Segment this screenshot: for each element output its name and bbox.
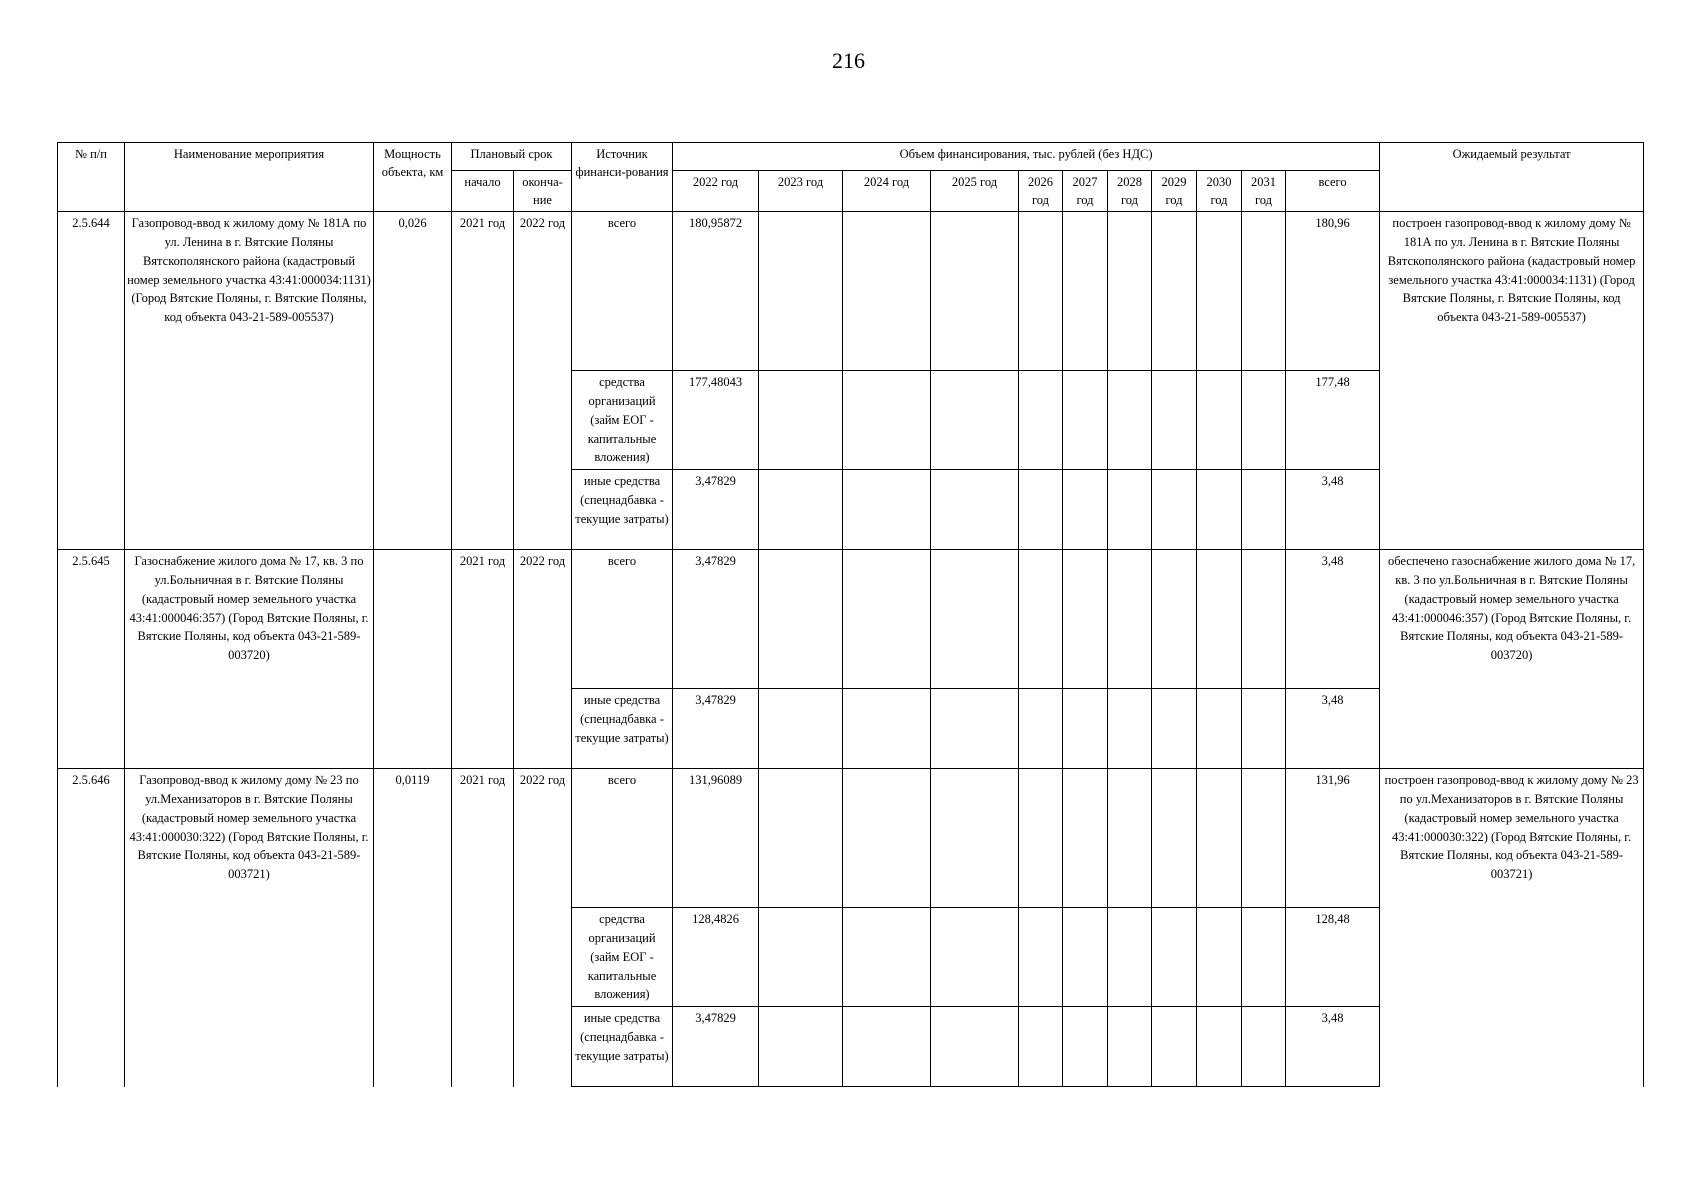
record-start: 2021 год (452, 769, 514, 1087)
header-num: № п/п (58, 143, 125, 212)
header-total: всего (1286, 171, 1380, 212)
row-value-2022: 3,47829 (673, 689, 759, 769)
row-total: 131,96 (1286, 769, 1380, 908)
header-year: 2028 год (1108, 171, 1152, 212)
header-capacity: Мощность объекта, км (374, 143, 452, 212)
row-source: иные средства (спецнадбавка - текущие затраты) (572, 1007, 673, 1087)
row-value-2022: 3,47829 (673, 550, 759, 689)
header-year: 2030 год (1197, 171, 1242, 212)
header-start: начало (452, 171, 514, 212)
header-name: Наименование мероприятия (125, 143, 374, 212)
table-header (58, 143, 1644, 212)
record-name: Газопровод-ввод к жилому дому № 181А по ул. Ленина в г. Вятские Поляны Вятскополянского района (кадастровый номер земельного участка 43:41:000034:1131) (Город Вятские Поляны, г. Вятские Поляны, код объекта 043-21-589-005537) (125, 212, 374, 550)
header-year: 2031 год (1242, 171, 1286, 212)
row-source: всего (572, 212, 673, 371)
table-row (58, 212, 1644, 371)
header-source: Источник финанси-рования (572, 143, 673, 212)
row-source: иные средства (спецнадбавка - текущие затраты) (572, 470, 673, 550)
header-year: 2022 год (673, 171, 759, 212)
record-start: 2021 год (452, 212, 514, 550)
record-num: 2.5.645 (58, 550, 125, 769)
header-year: 2023 год (759, 171, 843, 212)
record-end: 2022 год (514, 769, 572, 1087)
record-start: 2021 год (452, 550, 514, 769)
row-total: 3,48 (1286, 689, 1380, 769)
row-source: средства организаций (займ ЕОГ - капитальные вложения) (572, 371, 673, 470)
header-end: оконча-ние (514, 171, 572, 212)
row-value-2022: 3,47829 (673, 1007, 759, 1087)
record-result: обеспечено газоснабжение жилого дома № 17, кв. 3 по ул.Больничная в г. Вятские Поляны (кадастровый номер земельного участка 43:41:000046:357) (Город Вятские Поляны, г. Вятские Поляны, код объекта 043-21-589-003720) (1380, 550, 1644, 769)
row-source: всего (572, 769, 673, 908)
record-capacity: 0,026 (374, 212, 452, 550)
row-value-2022: 131,96089 (673, 769, 759, 908)
row-value-2022: 177,48043 (673, 371, 759, 470)
row-source: всего (572, 550, 673, 689)
record-name: Газопровод-ввод к жилому дому № 23 по ул.Механизаторов в г. Вятские Поляны (кадастровый номер земельного участка 43:41:000030:322) (Город Вятские Поляны, г. Вятские Поляны, код объекта 043-21-589-003721) (125, 769, 374, 1087)
record-name: Газоснабжение жилого дома № 17, кв. 3 по ул.Больничная в г. Вятские Поляны (кадастровый номер земельного участка 43:41:000046:357) (Город Вятские Поляны, г. Вятские Поляны, код объекта 043-21-589-003720) (125, 550, 374, 769)
row-source: средства организаций (займ ЕОГ - капитальные вложения) (572, 908, 673, 1007)
row-value-2022: 3,47829 (673, 470, 759, 550)
row-source: иные средства (спецнадбавка - текущие затраты) (572, 689, 673, 769)
record-result: построен газопровод-ввод к жилому дому № 181А по ул. Ленина в г. Вятские Поляны Вятскополянского района (кадастровый номер земельного участка 43:41:000034:1131) (Город Вятские Поляны, г. Вятские Поляны, код объекта 043-21-589-005537) (1380, 212, 1644, 550)
header-year: 2026 год (1019, 171, 1063, 212)
record-num: 2.5.644 (58, 212, 125, 550)
record-num: 2.5.646 (58, 769, 125, 1087)
header-financing: Объем финансирования, тыс. рублей (без НДС) (673, 143, 1380, 171)
financing-table (57, 142, 1644, 1087)
header-plan-period: Плановый срок (452, 143, 572, 171)
row-total: 180,96 (1286, 212, 1380, 371)
table-body (58, 212, 1644, 1087)
record-end: 2022 год (514, 550, 572, 769)
header-year: 2027 год (1063, 171, 1108, 212)
page-number: 216 (832, 48, 865, 73)
record-end: 2022 год (514, 212, 572, 550)
table-row (58, 769, 1644, 908)
header-result: Ожидаемый результат (1380, 143, 1644, 212)
row-total: 3,48 (1286, 1007, 1380, 1087)
header-year: 2024 год (843, 171, 931, 212)
table-row (58, 550, 1644, 689)
row-total: 3,48 (1286, 550, 1380, 689)
row-value-2022: 180,95872 (673, 212, 759, 371)
row-total: 3,48 (1286, 470, 1380, 550)
row-value-2022: 128,4826 (673, 908, 759, 1007)
record-capacity (374, 550, 452, 769)
row-total: 128,48 (1286, 908, 1380, 1007)
header-year: 2029 год (1152, 171, 1197, 212)
record-capacity: 0,0119 (374, 769, 452, 1087)
row-total: 177,48 (1286, 371, 1380, 470)
header-year: 2025 год (931, 171, 1019, 212)
record-result: построен газопровод-ввод к жилому дому № 23 по ул.Механизаторов в г. Вятские Поляны (кадастровый номер земельного участка 43:41:000030:322) (Город Вятские Поляны, г. Вятские Поляны, код объекта 043-21-589-003721) (1380, 769, 1644, 1087)
